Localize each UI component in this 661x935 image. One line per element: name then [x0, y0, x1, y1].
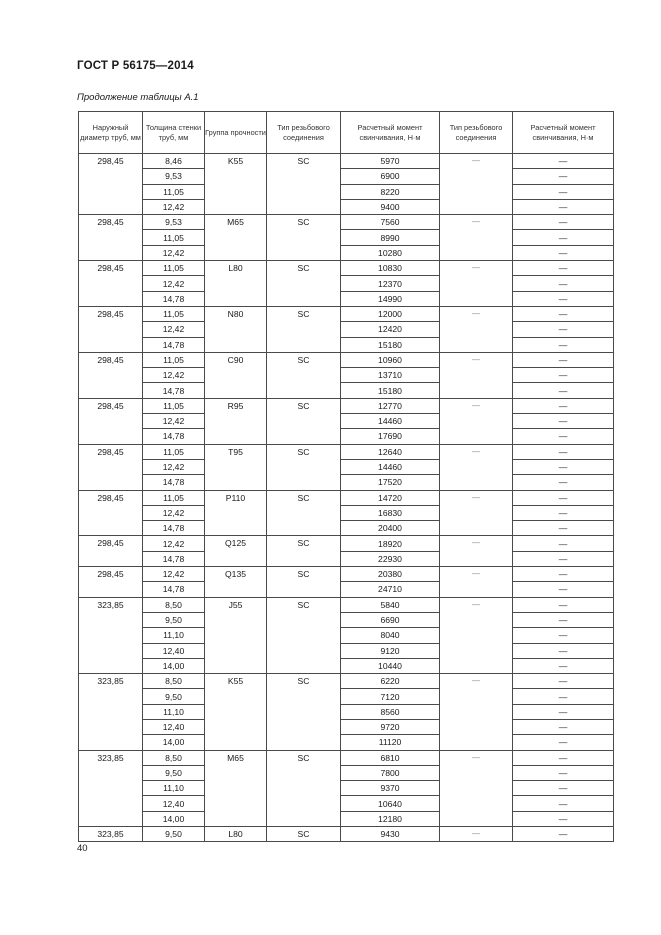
cell-makeup-torque-2: — [513, 582, 614, 597]
cell-thread-type: SC [267, 750, 341, 826]
cell-makeup-torque-2: — [513, 628, 614, 643]
cell-makeup-torque-2: — [513, 215, 614, 230]
cell-makeup-torque: 17690 [341, 429, 440, 444]
cell-makeup-torque: 22930 [341, 551, 440, 566]
cell-makeup-torque-2: — [513, 398, 614, 413]
cell-thread-type-2: — [440, 674, 513, 750]
cell-thread-type: SC [267, 674, 341, 750]
cell-outer-diameter: 323,85 [79, 827, 143, 842]
cell-makeup-torque-2: — [513, 735, 614, 750]
cell-makeup-torque-2: — [513, 765, 614, 780]
cell-thread-type-2: — [440, 444, 513, 490]
cell-outer-diameter: 298,45 [79, 444, 143, 490]
table-row [79, 199, 614, 214]
cell-makeup-torque: 14460 [341, 459, 440, 474]
cell-makeup-torque: 6690 [341, 612, 440, 627]
cell-wall-thickness: 14,00 [143, 735, 205, 750]
cell-wall-thickness: 11,05 [143, 184, 205, 199]
table-row [79, 230, 614, 245]
cell-strength-group: L80 [205, 261, 267, 307]
column-header-makeup-torque: Расчетный момент свинчивания, Н·м [341, 112, 440, 154]
table-row [79, 811, 614, 826]
table-row [79, 337, 614, 352]
cell-makeup-torque: 13710 [341, 368, 440, 383]
cell-outer-diameter: 298,45 [79, 215, 143, 261]
table-row [79, 444, 614, 459]
table-row [79, 215, 614, 230]
cell-makeup-torque-2: — [513, 154, 614, 169]
cell-strength-group: P110 [205, 490, 267, 536]
cell-wall-thickness: 14,78 [143, 291, 205, 306]
cell-makeup-torque-2: — [513, 230, 614, 245]
table-row [79, 490, 614, 505]
table-row [79, 154, 614, 169]
table-row [79, 597, 614, 612]
table-row [79, 612, 614, 627]
table-row [79, 169, 614, 184]
cell-makeup-torque: 10640 [341, 796, 440, 811]
cell-thread-type-2: — [440, 352, 513, 398]
cell-outer-diameter: 298,45 [79, 490, 143, 536]
cell-wall-thickness: 11,05 [143, 352, 205, 367]
cell-makeup-torque-2: — [513, 750, 614, 765]
cell-makeup-torque-2: — [513, 368, 614, 383]
cell-makeup-torque-2: — [513, 383, 614, 398]
cell-makeup-torque-2: — [513, 322, 614, 337]
cell-thread-type: SC [267, 261, 341, 307]
cell-wall-thickness: 14,78 [143, 383, 205, 398]
cell-wall-thickness: 14,00 [143, 658, 205, 673]
cell-wall-thickness: 8,50 [143, 597, 205, 612]
table-row [79, 658, 614, 673]
cell-makeup-torque: 14720 [341, 490, 440, 505]
cell-wall-thickness: 14,78 [143, 582, 205, 597]
cell-wall-thickness: 11,05 [143, 490, 205, 505]
table-row [79, 429, 614, 444]
cell-wall-thickness: 9,53 [143, 215, 205, 230]
cell-makeup-torque: 11120 [341, 735, 440, 750]
cell-thread-type-2: — [440, 398, 513, 444]
cell-makeup-torque: 12180 [341, 811, 440, 826]
cell-thread-type-2: — [440, 750, 513, 826]
cell-wall-thickness: 11,05 [143, 230, 205, 245]
column-header-thread-type-2: Тип резьбового соединения [440, 112, 513, 154]
table-row [79, 291, 614, 306]
cell-wall-thickness: 12,40 [143, 719, 205, 734]
cell-wall-thickness: 14,78 [143, 551, 205, 566]
cell-wall-thickness: 14,78 [143, 337, 205, 352]
cell-makeup-torque-2: — [513, 551, 614, 566]
cell-wall-thickness: 9,53 [143, 169, 205, 184]
document-title: ГОСТ Р 56175—2014 [77, 60, 194, 72]
cell-thread-type-2: — [440, 536, 513, 567]
cell-makeup-torque-2: — [513, 674, 614, 689]
table-row [79, 750, 614, 765]
cell-makeup-torque-2: — [513, 337, 614, 352]
cell-makeup-torque: 9720 [341, 719, 440, 734]
cell-thread-type: SC [267, 490, 341, 536]
cell-thread-type-2: — [440, 306, 513, 352]
cell-wall-thickness: 12,42 [143, 245, 205, 260]
cell-wall-thickness: 11,05 [143, 444, 205, 459]
table-row [79, 352, 614, 367]
cell-wall-thickness: 11,10 [143, 628, 205, 643]
cell-thread-type: SC [267, 215, 341, 261]
cell-makeup-torque: 12420 [341, 322, 440, 337]
table-row [79, 735, 614, 750]
cell-wall-thickness: 11,05 [143, 398, 205, 413]
table-row [79, 398, 614, 413]
cell-wall-thickness: 12,42 [143, 414, 205, 429]
cell-outer-diameter: 323,85 [79, 750, 143, 826]
cell-thread-type-2: — [440, 154, 513, 215]
cell-makeup-torque: 6220 [341, 674, 440, 689]
cell-outer-diameter: 298,45 [79, 154, 143, 215]
table-row [79, 245, 614, 260]
cell-makeup-torque: 10830 [341, 261, 440, 276]
cell-makeup-torque-2: — [513, 658, 614, 673]
torque-table [78, 111, 614, 842]
table-row [79, 796, 614, 811]
cell-makeup-torque: 8560 [341, 704, 440, 719]
cell-wall-thickness: 12,42 [143, 567, 205, 582]
table-row [79, 383, 614, 398]
cell-strength-group: K55 [205, 154, 267, 215]
cell-makeup-torque: 12000 [341, 306, 440, 321]
cell-strength-group: N80 [205, 306, 267, 352]
cell-outer-diameter: 323,85 [79, 597, 143, 673]
table-row [79, 689, 614, 704]
cell-wall-thickness: 12,42 [143, 368, 205, 383]
cell-strength-group: R95 [205, 398, 267, 444]
cell-makeup-torque: 10280 [341, 245, 440, 260]
table-row [79, 521, 614, 536]
cell-makeup-torque-2: — [513, 536, 614, 551]
cell-thread-type-2: — [440, 215, 513, 261]
cell-makeup-torque: 6810 [341, 750, 440, 765]
column-header-outer-diameter: Наружный диаметр труб, мм [79, 112, 143, 154]
table-row [79, 261, 614, 276]
cell-makeup-torque: 8040 [341, 628, 440, 643]
cell-makeup-torque-2: — [513, 291, 614, 306]
cell-wall-thickness: 12,42 [143, 322, 205, 337]
table-row [79, 505, 614, 520]
cell-makeup-torque-2: — [513, 811, 614, 826]
table-row [79, 827, 614, 842]
cell-wall-thickness: 12,42 [143, 199, 205, 214]
cell-makeup-torque-2: — [513, 796, 614, 811]
cell-thread-type: SC [267, 306, 341, 352]
cell-wall-thickness: 8,50 [143, 674, 205, 689]
table-row [79, 551, 614, 566]
cell-makeup-torque-2: — [513, 184, 614, 199]
cell-makeup-torque: 17520 [341, 475, 440, 490]
cell-thread-type: SC [267, 352, 341, 398]
cell-thread-type: SC [267, 444, 341, 490]
table-row [79, 704, 614, 719]
cell-makeup-torque: 9120 [341, 643, 440, 658]
cell-outer-diameter: 323,85 [79, 674, 143, 750]
table-row [79, 184, 614, 199]
cell-wall-thickness: 12,40 [143, 796, 205, 811]
cell-wall-thickness: 11,10 [143, 781, 205, 796]
cell-strength-group: Q135 [205, 567, 267, 598]
cell-thread-type: SC [267, 398, 341, 444]
cell-makeup-torque: 15180 [341, 383, 440, 398]
table-row [79, 628, 614, 643]
cell-makeup-torque: 12640 [341, 444, 440, 459]
cell-wall-thickness: 12,42 [143, 536, 205, 551]
cell-makeup-torque-2: — [513, 199, 614, 214]
cell-makeup-torque: 18920 [341, 536, 440, 551]
cell-thread-type-2: — [440, 567, 513, 598]
table-row [79, 414, 614, 429]
cell-wall-thickness: 11,05 [143, 306, 205, 321]
table-row [79, 536, 614, 551]
table-body [79, 154, 614, 842]
cell-wall-thickness: 12,42 [143, 276, 205, 291]
cell-makeup-torque: 20380 [341, 567, 440, 582]
cell-makeup-torque-2: — [513, 719, 614, 734]
column-header-strength-group: Группа прочности [205, 112, 267, 154]
cell-makeup-torque-2: — [513, 827, 614, 842]
cell-wall-thickness: 9,50 [143, 827, 205, 842]
cell-strength-group: C90 [205, 352, 267, 398]
table-row [79, 567, 614, 582]
cell-makeup-torque: 14990 [341, 291, 440, 306]
cell-makeup-torque: 10440 [341, 658, 440, 673]
cell-wall-thickness: 12,42 [143, 505, 205, 520]
cell-wall-thickness: 9,50 [143, 689, 205, 704]
column-header-makeup-torque-2: Расчетный момент свинчивания, Н·м [513, 112, 614, 154]
cell-outer-diameter: 298,45 [79, 306, 143, 352]
cell-makeup-torque-2: — [513, 475, 614, 490]
cell-makeup-torque: 20400 [341, 521, 440, 536]
cell-makeup-torque-2: — [513, 459, 614, 474]
cell-wall-thickness: 8,46 [143, 154, 205, 169]
cell-makeup-torque: 5970 [341, 154, 440, 169]
cell-wall-thickness: 8,50 [143, 750, 205, 765]
cell-makeup-torque-2: — [513, 567, 614, 582]
cell-thread-type: SC [267, 597, 341, 673]
cell-makeup-torque: 5840 [341, 597, 440, 612]
cell-makeup-torque: 8990 [341, 230, 440, 245]
cell-wall-thickness: 9,50 [143, 765, 205, 780]
cell-makeup-torque-2: — [513, 414, 614, 429]
table-row [79, 322, 614, 337]
cell-makeup-torque-2: — [513, 505, 614, 520]
cell-outer-diameter: 298,45 [79, 261, 143, 307]
cell-strength-group: Q125 [205, 536, 267, 567]
cell-makeup-torque: 8220 [341, 184, 440, 199]
cell-thread-type: SC [267, 827, 341, 842]
cell-thread-type: SC [267, 154, 341, 215]
cell-makeup-torque: 6900 [341, 169, 440, 184]
cell-makeup-torque-2: — [513, 352, 614, 367]
table-row [79, 582, 614, 597]
cell-strength-group: M65 [205, 750, 267, 826]
table-row [79, 475, 614, 490]
cell-thread-type-2: — [440, 261, 513, 307]
cell-makeup-torque-2: — [513, 169, 614, 184]
table-row [79, 276, 614, 291]
cell-thread-type: SC [267, 536, 341, 567]
cell-strength-group: T95 [205, 444, 267, 490]
table-row [79, 459, 614, 474]
cell-makeup-torque: 9400 [341, 199, 440, 214]
cell-makeup-torque: 9370 [341, 781, 440, 796]
cell-thread-type-2: — [440, 597, 513, 673]
cell-makeup-torque-2: — [513, 245, 614, 260]
cell-makeup-torque-2: — [513, 781, 614, 796]
cell-wall-thickness: 14,78 [143, 521, 205, 536]
cell-outer-diameter: 298,45 [79, 567, 143, 598]
cell-makeup-torque-2: — [513, 704, 614, 719]
cell-makeup-torque-2: — [513, 689, 614, 704]
table-row [79, 674, 614, 689]
cell-wall-thickness: 14,78 [143, 429, 205, 444]
cell-strength-group: J55 [205, 597, 267, 673]
cell-makeup-torque: 10960 [341, 352, 440, 367]
page-number: 40 [77, 843, 88, 854]
table-row [79, 368, 614, 383]
cell-wall-thickness: 11,10 [143, 704, 205, 719]
cell-wall-thickness: 12,40 [143, 643, 205, 658]
column-header-wall-thickness: Толщина стенки труб, мм [143, 112, 205, 154]
cell-strength-group: M65 [205, 215, 267, 261]
cell-makeup-torque-2: — [513, 429, 614, 444]
cell-makeup-torque-2: — [513, 597, 614, 612]
cell-outer-diameter: 298,45 [79, 536, 143, 567]
cell-makeup-torque: 9430 [341, 827, 440, 842]
cell-makeup-torque: 7120 [341, 689, 440, 704]
cell-makeup-torque-2: — [513, 444, 614, 459]
table-caption: Продолжение таблицы А.1 [77, 92, 199, 103]
cell-wall-thickness: 12,42 [143, 459, 205, 474]
cell-thread-type: SC [267, 567, 341, 598]
column-header-thread-type: Тип резьбового соединения [267, 112, 341, 154]
cell-makeup-torque: 12770 [341, 398, 440, 413]
cell-thread-type-2: — [440, 827, 513, 842]
table-row [79, 765, 614, 780]
cell-makeup-torque-2: — [513, 643, 614, 658]
table-row [79, 643, 614, 658]
table-row [79, 781, 614, 796]
cell-makeup-torque: 14460 [341, 414, 440, 429]
cell-makeup-torque: 12370 [341, 276, 440, 291]
cell-makeup-torque: 16830 [341, 505, 440, 520]
cell-strength-group: L80 [205, 827, 267, 842]
cell-makeup-torque: 24710 [341, 582, 440, 597]
cell-wall-thickness: 9,50 [143, 612, 205, 627]
cell-makeup-torque: 15180 [341, 337, 440, 352]
cell-makeup-torque-2: — [513, 261, 614, 276]
cell-outer-diameter: 298,45 [79, 398, 143, 444]
table-row [79, 306, 614, 321]
cell-makeup-torque-2: — [513, 306, 614, 321]
cell-strength-group: K55 [205, 674, 267, 750]
cell-wall-thickness: 14,00 [143, 811, 205, 826]
cell-makeup-torque: 7800 [341, 765, 440, 780]
cell-makeup-torque-2: — [513, 612, 614, 627]
cell-makeup-torque-2: — [513, 521, 614, 536]
cell-makeup-torque-2: — [513, 276, 614, 291]
cell-wall-thickness: 14,78 [143, 475, 205, 490]
table-row [79, 719, 614, 734]
cell-thread-type-2: — [440, 490, 513, 536]
cell-outer-diameter: 298,45 [79, 352, 143, 398]
cell-makeup-torque-2: — [513, 490, 614, 505]
cell-wall-thickness: 11,05 [143, 261, 205, 276]
cell-makeup-torque: 7560 [341, 215, 440, 230]
table-header [79, 112, 614, 154]
